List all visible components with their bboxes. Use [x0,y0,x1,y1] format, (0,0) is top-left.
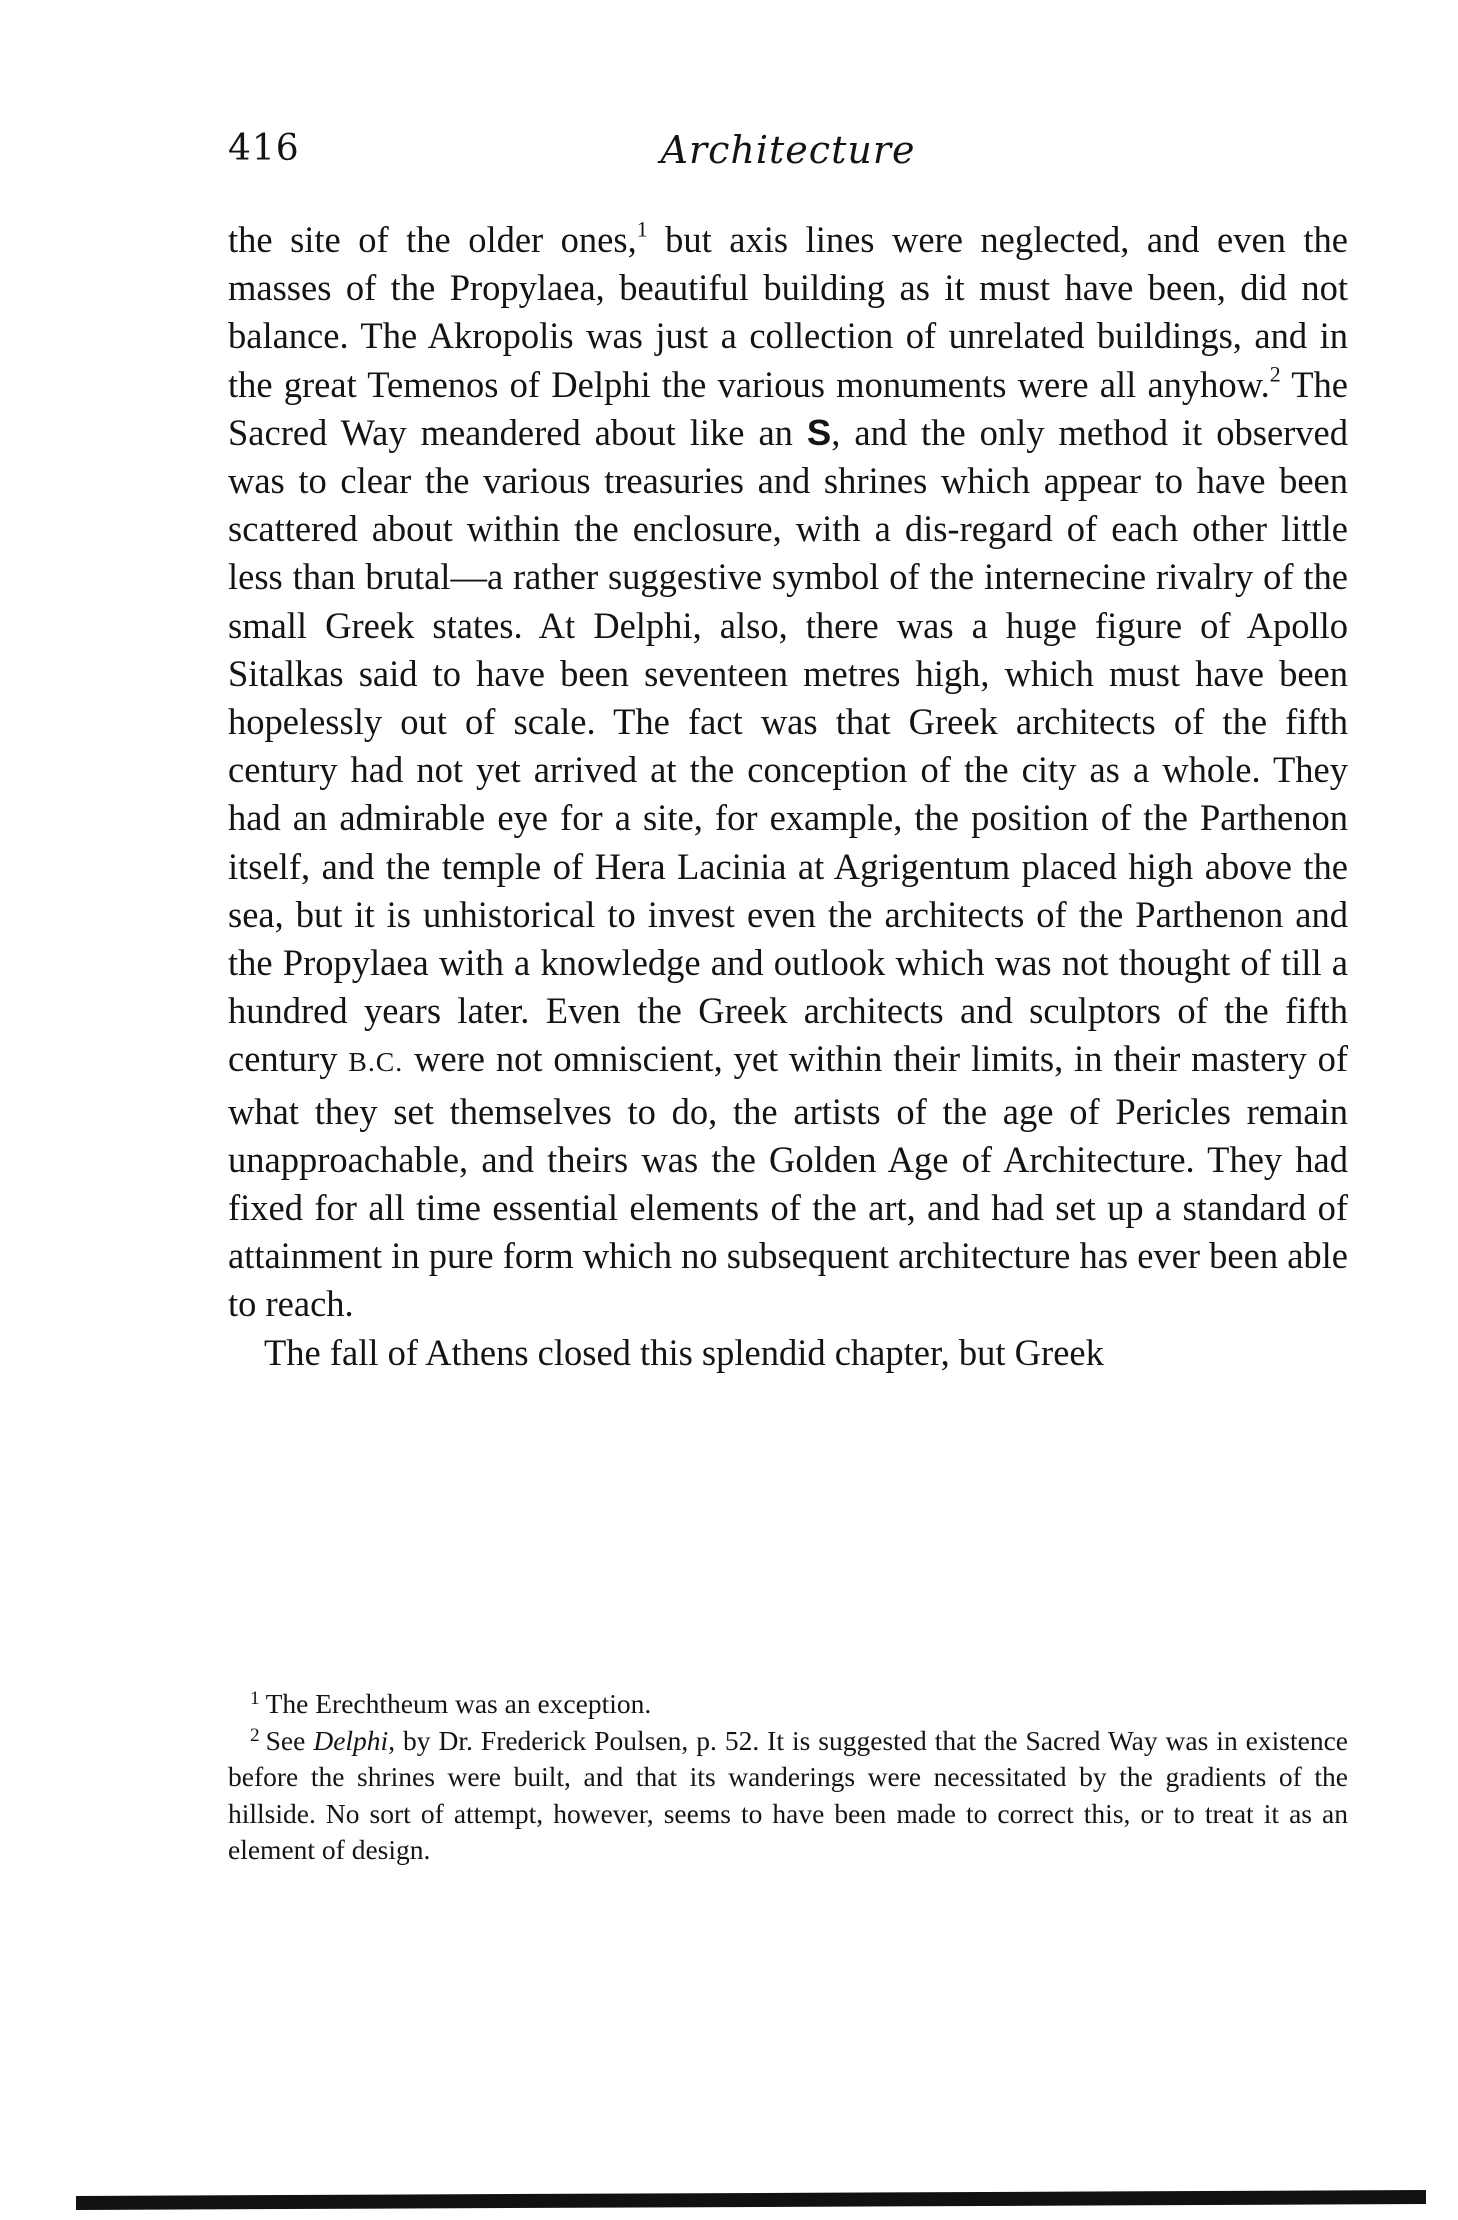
footnote-marker: 2 [250,1724,260,1746]
text-run: were not omniscient, yet within their limits, in their mastery of what they set themselves to do, the artists of the age of Pericles remain unapproachable, and theirs was the Golden Age of Architecture. They had fixed for all time essential elements of the art, and had set up a standard of attainment in pure form which no subsequent architecture has ever been able to reach. [228,1038,1348,1325]
paragraph: The fall of Athens closed this splendid chapter, but Greek [264,1331,1104,1373]
footnote-text: , by Dr. Frederick Poulsen, p. 52. It is suggested that the Sacred Way was in existence before the shrines were built, and that its wanderings were necessitated by the gradients of the hillside. No sort of attempt, however, seems to have been made to correct this, or to treat it as an element of design. [228,1724,1348,1865]
page-header [228,128,1348,188]
footnote-2 [228,1723,1348,1869]
text-run: the site of the older ones, [228,219,637,260]
footnote-text: The Erechtheum was an exception. [265,1688,652,1719]
running-head: Architecture [660,128,916,172]
small-caps-abbreviation: B.C. [348,1047,404,1079]
bottom-scan-rule [76,2190,1426,2210]
footnote-marker: 1 [250,1688,260,1710]
text-run: but axis lines were neglected, and even the masses of the Propylaea, beautiful building as it must have been, did not balance. The Akropolis was just a collection of unrelated buildings, and in the great Temenos of Delphi the various monuments were all anyhow. [228,219,1348,405]
bold-letter: S [806,411,832,453]
text-run: , and the only method it observed was to clear the various treasuries and shrines which appear to have been scattered about within the enclosure, with a dis-regard of each other little less than brutal—a rather suggestive symbol of the internecine rivalry of the small Greek states. At Delphi, also, there was a huge figure of Apollo Sitalkas said to have been seventeen metres high, which must have been hopelessly out of scale. The fact was that Greek architects of the fifth century had not yet arrived at the conception of the city as a whole. They had an admirable eye for a site, for example, the position of the Parthenon itself, and the temple of Hera Lacinia at Agrigentum placed high above the sea, but it is unhistorical to invest even the architects of the Parthenon and the Propylaea with a knowledge and outlook which was not thought of till a hundred years later. Even the Greek architects and sculptors of the fifth century [228,411,1348,1080]
page-number: 416 [228,128,300,169]
footnote-text: See [265,1724,314,1756]
book-title: Delphi [313,1724,389,1756]
footnote-reference: 1 [636,216,648,242]
footnotes [228,1686,1348,1869]
body-text [228,216,1348,1377]
footnote-reference: 2 [1269,361,1281,387]
footnote-1 [228,1686,1348,1723]
paragraph [228,216,1348,1329]
text-run: The Sacred Way meandered about like an [228,363,1349,453]
